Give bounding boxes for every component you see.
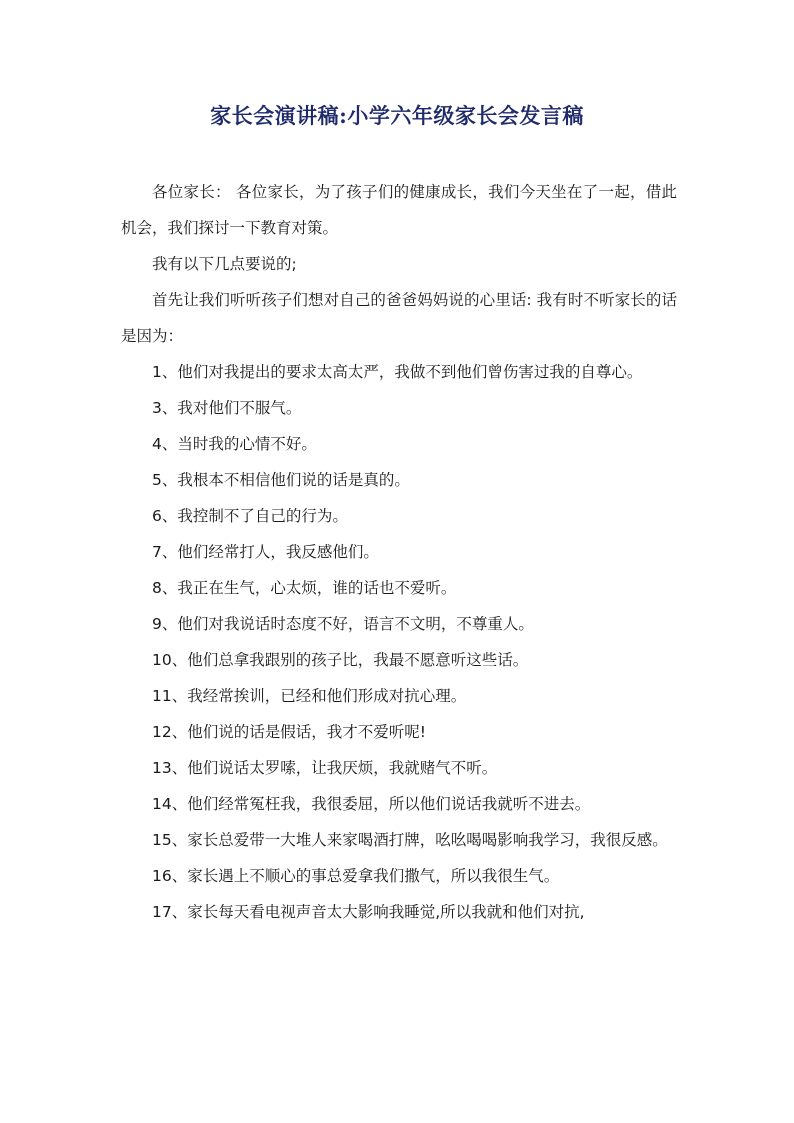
list-item: 3、我对他们不服气。 <box>152 399 302 417</box>
list-item: 12、他们说的话是假话，我才不爱听呢! <box>152 723 426 741</box>
paragraph-points-intro: 我有以下几点要说的; <box>152 255 297 273</box>
list-item: 8、我正在生气，心太烦，谁的话也不爱听。 <box>152 579 457 597</box>
list-item: 14、他们经常冤枉我，我很委屈，所以他们说话我就听不进去。 <box>152 795 591 813</box>
list-item: 4、当时我的心情不好。 <box>152 435 317 453</box>
list-item: 9、他们对我说话时态度不好，语言不文明，不尊重人。 <box>152 615 534 633</box>
list-item: 17、家长每天看电视声音太大影响我睡觉,所以我就和他们对抗, <box>152 903 585 921</box>
paragraph-children-voice: 首先让我们听听孩子们想对自己的爸爸妈妈说的心里话: 我有时不听家长的话是因为： <box>121 291 677 345</box>
list-item: 7、他们经常打人，我反感他们。 <box>152 543 379 561</box>
list-item: 15、家长总爱带一大堆人来家喝酒打牌，吆吆喝喝影响我学习，我很反感。 <box>152 831 668 849</box>
document-body <box>121 174 677 930</box>
list-item: 16、家长遇上不顺心的事总爱拿我们撒气，所以我很生气。 <box>152 867 560 885</box>
list-item: 10、他们总拿我跟别的孩子比，我最不愿意听这些话。 <box>152 651 529 669</box>
list-item: 11、我经常挨训，已经和他们形成对抗心理。 <box>152 687 467 705</box>
list-item: 1、他们对我提出的要求太高太严，我做不到他们曾伤害过我的自尊心。 <box>152 363 643 381</box>
list-item: 13、他们说话太罗嗦，让我厌烦，我就赌气不听。 <box>152 759 498 777</box>
document-title: 家长会演讲稿:小学六年级家长会发言稿 <box>210 103 584 128</box>
list-item: 6、我控制不了自己的行为。 <box>152 507 348 525</box>
paragraph-greeting: 各位家长： 各位家长，为了孩子们的健康成长，我们今天坐在了一起，借此机会，我们探讨一下教育对策。 <box>121 183 677 237</box>
list-item: 5、我根本不相信他们说的话是真的。 <box>152 471 410 489</box>
